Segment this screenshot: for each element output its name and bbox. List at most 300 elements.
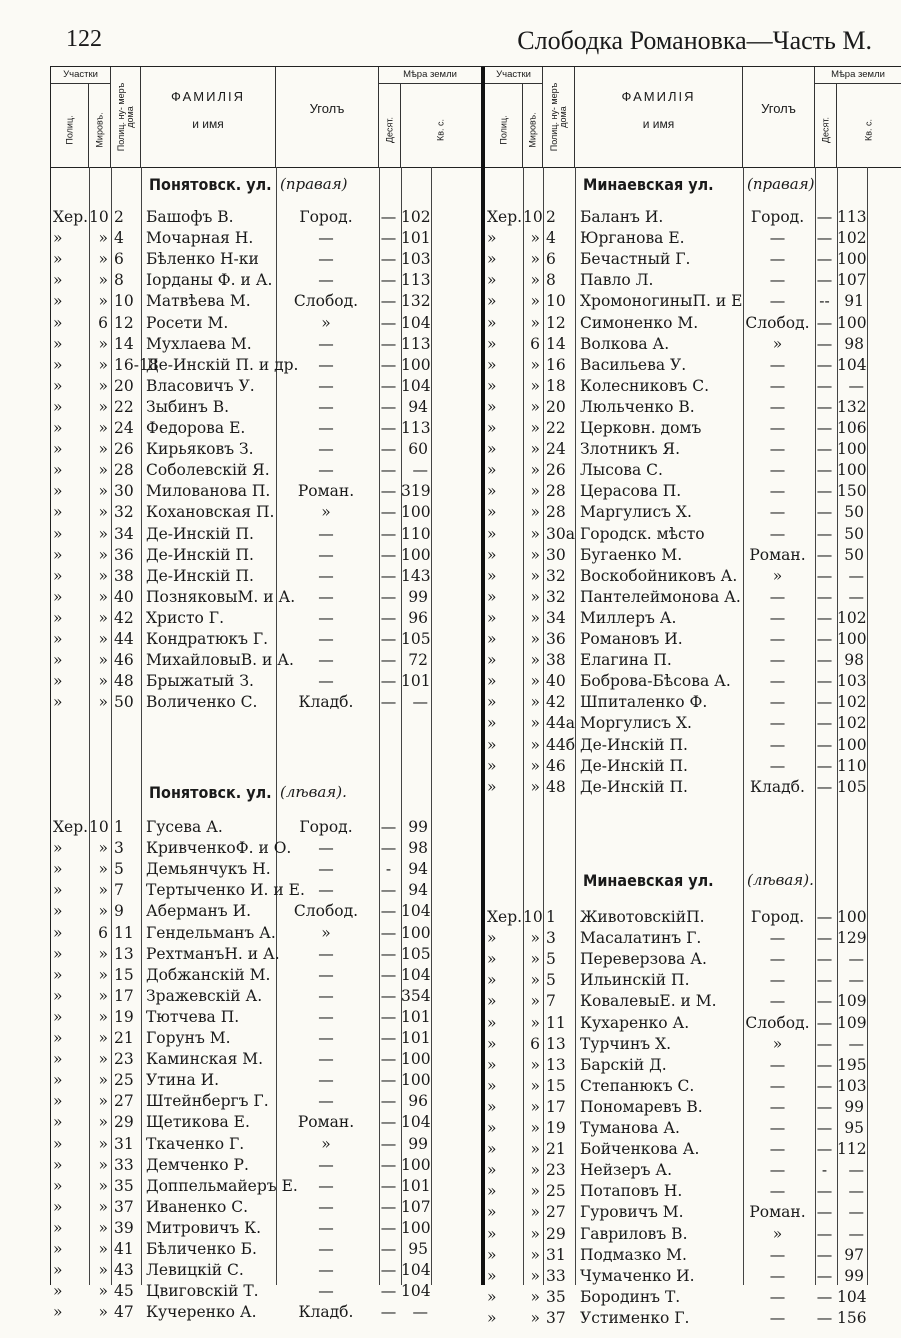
cell-miroz: » [530,1055,540,1074]
header-ugol-label: Уголъ [309,101,345,116]
cell-miroz: » [98,672,108,691]
cell-desyat: — [816,545,833,564]
cell-ugol: — [769,1287,786,1306]
cell-number: 15 [114,965,134,984]
cell-miroz: » [98,902,108,921]
cell-polits: » [53,313,63,332]
header-ugol [276,67,379,167]
cell-kv: 103 [837,672,867,691]
cell-name: Зыбинъ В. [146,397,230,416]
cell-number: 47 [114,1303,134,1322]
cell-desyat: — [380,1261,397,1280]
cell-number: 22 [114,397,134,416]
table-row [51,249,481,270]
header-number-label: Полиц. ну- меръ дома [548,82,568,152]
cell-desyat: — [380,1282,397,1301]
table-row [485,228,901,249]
cell-desyat: — [380,1218,397,1237]
cell-number: 42 [546,693,566,712]
cell-miroz: » [98,229,108,248]
cell-ugol: — [769,461,786,480]
cell-number: 25 [114,1071,134,1090]
cell-name: Турчинъ Х. [580,1034,672,1053]
table-row [485,756,901,777]
cell-name: Церасова П. [580,482,682,501]
table-row [485,713,901,734]
cell-ugol: Кладб. [298,693,354,712]
street-heading: Минаевская ул. [583,175,714,194]
cell-polits: » [487,440,497,459]
cell-desyat: — [816,992,833,1011]
cell-polits: » [487,1076,497,1095]
cell-name: Доппельмайеръ Е. [146,1176,298,1195]
cell-name: Масалатинъ Г. [580,929,702,948]
cell-polits: » [487,461,497,480]
cell-polits: » [487,735,497,754]
cell-name: Утина И. [146,1071,220,1090]
cell-kv: 104 [401,965,431,984]
cell-number: 19 [114,1007,134,1026]
cell-desyat: — [380,1092,397,1111]
cell-kv: 102 [837,714,867,733]
table-row [51,524,481,545]
cell-number: 23 [546,1161,566,1180]
table-row [485,439,901,460]
cell-number: 22 [546,419,566,437]
cell-desyat: — [816,271,833,290]
cell-ugol: Слобод. [293,902,359,921]
cell-miroz: » [530,1287,540,1306]
cell-name: Устименко Г. [580,1308,690,1327]
cell-ugol: — [318,986,334,1005]
cell-ugol: — [769,1076,786,1095]
header-miroz [523,84,543,167]
cell-desyat: - [821,1161,828,1180]
page-number: 122 [66,26,102,52]
cell-miroz: » [530,1266,540,1285]
header-uchastki-label: Участки [63,69,98,80]
cell-ugol: Роман. [297,1113,355,1132]
table-row [485,207,901,228]
cell-miroz: » [530,313,540,332]
cell-polits: » [53,630,63,648]
cell-miroz: » [98,1218,108,1237]
cell-polits: » [487,693,497,712]
cell-polits: » [53,693,63,712]
cell-kv: 96 [408,1092,428,1111]
cell-miroz: » [98,965,108,984]
table-row [51,334,481,355]
cell-ugol: — [769,929,786,948]
header-polits [51,84,89,167]
cell-name: Брыжатый З. [146,672,254,691]
cell-desyat: — [380,1134,397,1153]
cell-name: Кирьяковъ З. [146,440,254,459]
cell-miroz: » [530,1308,540,1327]
cell-desyat: — [380,229,397,248]
cell-name: Бородинъ Т. [580,1287,681,1306]
table-row [51,1176,481,1197]
cell-kv: — [848,376,864,395]
table-row [485,1160,901,1181]
cell-ugol: — [769,651,786,670]
header-kv [837,84,901,167]
cell-number: 11 [546,1013,566,1032]
cell-number: 4 [114,229,124,248]
cell-desyat: — [816,440,833,459]
cell-name: Митровичъ К. [146,1218,262,1237]
table-row [485,907,901,928]
cell-polits: » [53,524,63,543]
cell-name: Штейнбергъ Г. [146,1092,269,1111]
cell-desyat: — [380,1197,397,1216]
cell-number: 40 [546,672,566,691]
cell-name: Моргулисъ Х. [580,714,692,733]
header-ugol [743,67,815,167]
cell-desyat: — [380,545,397,564]
header-polits-label: Полиц. [498,115,508,146]
cell-polits: » [487,482,497,501]
cell-ugol: Роман. [749,545,806,564]
cell-kv: 98 [844,651,864,670]
header-polits [485,84,523,167]
cell-ugol: » [772,1224,783,1243]
cell-name: Потаповъ Н. [580,1182,683,1201]
cell-number: 36 [546,630,566,648]
street-side: (правая) [280,175,348,193]
table-row [51,671,481,692]
cell-polits: » [53,881,63,900]
cell-name: КовалевыЕ. и М. [580,992,717,1011]
cell-number: 13 [546,1034,566,1053]
cell-kv: 104 [401,1261,431,1280]
table-row [485,460,901,481]
cell-ugol: Город. [750,908,805,926]
cell-ugol: » [321,923,331,942]
table-row [485,249,901,270]
table-row [51,207,481,228]
cell-ugol: — [769,1266,786,1285]
cell-kv: 113 [401,334,431,353]
cell-kv: 143 [401,566,431,585]
cell-kv: 101 [401,229,431,248]
table-row [51,1197,481,1218]
cell-kv: 99 [408,1134,428,1153]
cell-name: Гуровичъ М. [580,1203,684,1222]
table-row [51,1070,481,1091]
header-kv-label: Кв. с. [435,119,446,142]
table-row [485,587,901,608]
table-row [485,481,901,502]
cell-desyat: — [380,1155,397,1174]
cell-kv: 102 [837,693,867,712]
cell-polits: Хер. [487,208,523,226]
cell-kv: 109 [837,1013,867,1032]
cell-miroz: » [98,630,108,648]
cell-number: 12 [114,313,134,332]
table-row [51,439,481,460]
cell-number: 14 [114,334,134,353]
table-header [51,67,481,168]
table-row [51,355,481,376]
table-row [51,397,481,418]
table-row [485,313,901,334]
cell-number: 17 [546,1097,566,1116]
cell-miroz: » [530,1224,540,1243]
cell-desyat: — [816,777,833,796]
cell-desyat: — [380,986,397,1005]
cell-kv: 150 [837,482,867,501]
cell-kv: — [848,1034,864,1053]
cell-kv: 98 [844,334,864,353]
street-side: (лѣвая). [747,871,814,889]
table-row [51,460,481,481]
header-desyat-label: Десят. [384,117,394,144]
header-miroz-label: Мировъ. [94,112,104,149]
header-desyat [379,84,401,167]
cell-kv: 101 [401,1007,431,1026]
cell-desyat: — [816,672,833,691]
cell-number: 33 [114,1155,134,1174]
cell-ugol: — [769,376,786,395]
cell-number: 32 [546,587,566,606]
cell-name: Баланъ И. [580,208,664,226]
cell-number: 30 [546,545,566,564]
cell-polits: » [487,1266,497,1285]
cell-number: 46 [546,756,566,775]
table-row [51,566,481,587]
cell-desyat: — [380,313,397,332]
table-row [51,1260,481,1281]
cell-number: 29 [114,1113,134,1132]
cell-desyat: — [380,1071,397,1090]
cell-miroz: » [98,503,108,522]
cell-desyat: — [816,1034,833,1053]
cell-miroz: 10 [89,208,109,226]
cell-name: Милованова П. [146,482,271,501]
cell-miroz: » [98,250,108,269]
cell-kv: 100 [837,735,867,754]
cell-name: Горунъ М. [146,1029,231,1047]
cell-polits: » [487,397,497,416]
table-row [485,355,901,376]
cell-polits: » [53,566,63,585]
cell-number: 7 [546,992,556,1011]
table-row [485,397,901,418]
table-row [51,859,481,880]
cell-ugol: — [318,672,334,691]
cell-polits: » [53,376,63,395]
cell-ugol: Роман. [749,1203,806,1222]
cell-kv: 103 [837,1076,867,1095]
cell-polits: » [53,839,63,858]
cell-miroz: » [98,1240,108,1258]
cell-kv: 110 [401,524,431,543]
cell-number: 29 [546,1224,566,1243]
cell-ugol: — [769,714,786,733]
cell-desyat: — [816,908,833,926]
cell-ugol: — [318,587,334,606]
table-row [51,1155,481,1176]
cell-name: Де-Инскій П. [580,735,688,754]
cell-name: Тертыченко И. и Е. [146,881,305,900]
cell-polits: » [53,1282,63,1301]
cell-miroz: » [98,1092,108,1111]
cell-polits: » [487,1013,497,1032]
cell-name: Де-Инскій П. [146,524,254,543]
cell-desyat: — [380,250,397,269]
cell-name: Павло Л. [580,271,654,290]
cell-polits: » [487,271,497,290]
cell-number: 32 [114,503,134,522]
cell-name: Миллеръ А. [580,608,677,627]
cell-miroz: » [530,693,540,712]
cell-number: 32 [546,566,566,585]
cell-name: Боброва-Бѣсова А. [580,672,731,691]
cell-polits: » [487,1055,497,1074]
cell-number: 3 [114,839,124,858]
cell-desyat: — [380,208,397,226]
cell-desyat: — [816,208,833,226]
cell-polits: » [53,902,63,921]
cell-miroz: » [530,482,540,501]
cell-desyat: — [816,971,833,990]
table-row [51,545,481,566]
cell-ugol: — [318,545,334,564]
cell-polits: Хер. [53,208,89,226]
cell-kv: 100 [837,461,867,480]
cell-miroz: » [530,1140,540,1159]
cell-number: 21 [546,1140,566,1159]
cell-number: 10 [546,292,566,311]
cell-ugol: — [318,1029,334,1047]
cell-kv: 113 [837,208,867,226]
cell-name: Лысова С. [580,461,663,480]
cell-miroz: » [98,1303,108,1322]
cell-polits: » [53,397,63,416]
cell-polits: » [487,1224,497,1243]
table-row [485,502,901,523]
table-row [51,1218,481,1239]
cell-kv: 100 [837,250,867,269]
cell-polits: » [487,971,497,990]
header-familia-label: ФАМИЛІЯ [171,89,245,104]
cell-miroz: » [98,545,108,564]
cell-ugol: — [769,503,786,522]
cell-number: 26 [546,461,566,480]
cell-name: Іорданы Ф. и А. [146,271,273,290]
cell-name: Подмазко М. [580,1245,687,1264]
cell-number: 30 [114,482,134,501]
cell-kv: 91 [844,292,864,311]
cell-number: 34 [114,524,134,543]
cell-kv: 105 [837,777,867,796]
cell-miroz: » [530,461,540,480]
cell-miroz: » [98,1176,108,1195]
cell-miroz: » [530,950,540,969]
cell-miroz: » [530,929,540,948]
table-row [485,692,901,713]
cell-polits: » [487,1119,497,1137]
cell-number: 43 [114,1261,134,1280]
cell-desyat: — [816,566,833,585]
cell-ugol: — [318,461,334,480]
table-row [51,313,481,334]
cell-desyat: — [816,630,833,648]
header-kv-label: Кв. с. [863,119,874,142]
cell-ugol: — [769,292,786,311]
cell-desyat: — [380,334,397,353]
cell-polits: » [487,672,497,691]
cell-miroz: » [530,524,540,543]
cell-desyat: — [380,608,397,627]
table-row [51,1091,481,1112]
cell-name: Цвиговскій Т. [146,1282,259,1301]
cell-kv: 96 [408,608,428,627]
cell-kv: 107 [837,271,867,290]
cell-polits: » [53,440,63,459]
table-row [485,928,901,949]
cell-number: 25 [546,1182,566,1201]
cell-miroz: » [98,566,108,585]
cell-polits: » [53,229,63,248]
cell-name: Аберманъ И. [146,902,252,921]
cell-name: Кучеренко А. [146,1303,257,1322]
cell-name: Симоненко М. [580,313,699,332]
cell-polits: » [53,1071,63,1090]
cell-desyat: — [816,313,833,332]
cell-miroz: » [530,1161,540,1180]
cell-name: Гавриловъ В. [580,1224,688,1243]
cell-number: 18 [546,376,566,395]
cell-polits: » [487,313,497,332]
cell-polits: » [53,334,63,353]
cell-kv: — [848,1203,864,1222]
cell-name: Де-Инскій П. [146,545,254,564]
cell-name: Бѣленко Н-ки [146,250,259,269]
cell-name: Демченко Р. [146,1155,249,1174]
cell-miroz: » [530,250,540,269]
cell-polits: » [53,1261,63,1280]
cell-ugol: — [769,608,786,627]
cell-ugol: — [769,587,786,606]
cell-ugol: — [769,1245,786,1264]
cell-ugol: — [318,1240,334,1258]
cell-number: 50 [114,693,134,712]
cell-kv: 104 [401,902,431,921]
table-row [51,692,481,713]
cell-miroz: » [98,587,108,606]
cell-desyat: — [816,1308,833,1327]
header-uchastki [485,67,543,167]
cell-miroz: » [98,1197,108,1216]
cell-name: Росети М. [146,313,229,332]
cell-kv: 132 [837,397,867,416]
cell-number: 28 [114,461,134,480]
cell-number: 31 [546,1245,566,1264]
cell-desyat: — [816,250,833,269]
cell-polits: » [53,1050,63,1069]
cell-ugol: — [769,992,786,1011]
cell-number: 36 [114,545,134,564]
cell-desyat: — [380,376,397,395]
cell-kv: 100 [401,503,431,522]
cell-kv: 95 [844,1119,864,1137]
cell-polits: » [53,944,63,963]
cell-kv: 50 [844,503,864,522]
cell-kv: 97 [844,1245,864,1264]
cell-kv: 94 [408,881,428,900]
